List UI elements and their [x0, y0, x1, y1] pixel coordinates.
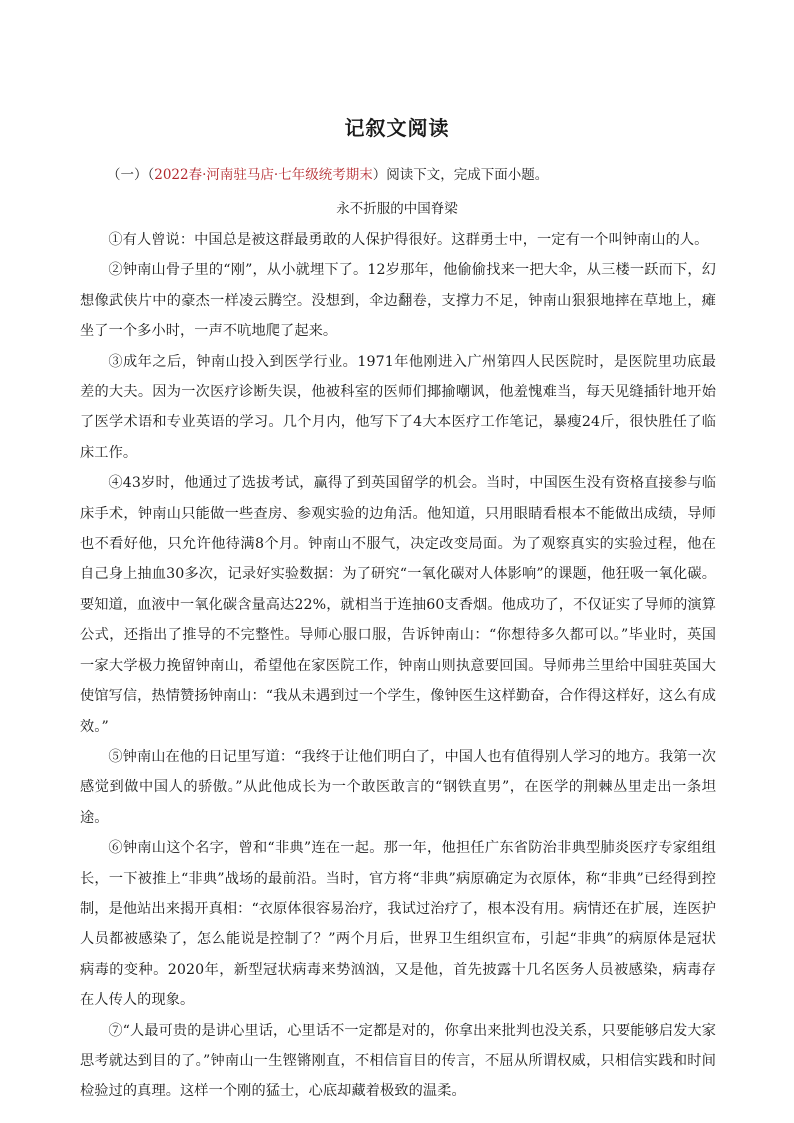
paragraph-6: ⑥钟南山这个名字，曾和“非典”连在一起。那一年，他担任广东省防治非典型肺炎医疗专家组组长，一下被推上“非典”战场的最前沿。当时，官方将“非典”病原确定为衣原体，称“非典”已经得到控制，是他站出来揭开真相：“衣原体很容易治疗，我试过治疗了，根本没有用。病情还在扩展，连医护人员都被感染了，怎么能说是控制了？”两个月后，世界卫生组织宣布，引起“非典”的病原体是冠状病毒的变种。2020年，新型冠状病毒来势汹汹，又是他，首先披露十几名医务人员被感染，病毒存在人传人的现象。	[80, 840, 717, 1009]
question-source: 2022春·河南驻马店·七年级统考期末	[154, 167, 373, 183]
question-instruction: 阅读下文，完成下面小题。	[386, 167, 549, 183]
passage-title: 永不折服的中国脊梁	[336, 201, 458, 217]
paragraph-7: ⑦“人最可贵的是讲心里话，心里话不一定都是对的，你拿出来批判也没关系，只要能够启发大家思考就达到目的了。”钟南山一生铿锵刚直，不相信盲目的传言，不屈从所谓权威，只相信实践和时间检验过的真理。这样一个刚的猛士，心底却藏着极致的温柔。	[80, 1022, 716, 1100]
question-header	[107, 163, 707, 183]
paragraph-2: ②钟南山骨子里的“刚”，从小就埋下了。12岁那年，他偷偷找来一把大伞，从三楼一跃而下，幻想像武侠片中的豪杰一样凌云腾空。没想到，伞边翻卷，支撑力不足，钟南山狠狠地摔在草地上，瘫坐了一个多小时，一声不吭地爬了起来。	[80, 262, 716, 340]
document-title: 记叙文阅读	[344, 116, 450, 140]
question-number: （一）	[107, 167, 148, 183]
source-close-paren: ）	[372, 167, 387, 183]
paragraph-3: ③成年之后，钟南山投入到医学行业。1971年他刚进入广州第四人民医院时，是医院里功底最差的大夫。因为一次医疗诊断失误，他被科室的医师们揶揄嘲讽，他羞愧难当，每天见缝插针地开始了医学术语和专业英语的学习。几个月内，他写下了4大本医疗工作笔记，暴瘦24斤，很快胜任了临床工作。	[80, 353, 716, 461]
passage-body	[80, 225, 716, 1107]
paragraph-5: ⑤钟南山在他的日记里写道：“我终于让他们明白了，中国人也有值得别人学习的地方。我第一次感觉到做中国人的骄傲。”从此他成长为一个敢医敢言的“钢铁直男”，在医学的荆棘丛里走出一条坦途。	[80, 748, 716, 826]
paragraph-4: ④43岁时，他通过了选拔考试，赢得了到英国留学的机会。当时，中国医生没有资格直接参与临床手术，钟南山只能做一些查房、参观实验的边角活。他知道，只用眼睛看根本不能做出成绩，导师也不看好他，只允许他待满8个月。钟南山不服气，决定改变局面。为了观察真实的实验过程，他在自己身上抽血30多次，记录好实验数据：为了研究“一氧化碳对人体影响”的课题，他狂吸一氧化碳。要知道，血液中一氧化碳含量高达22%，就相当于连抽60支香烟。他成功了，不仅证实了导师的演算公式，还指出了推导的不完整性。导师心服口服，告诉钟南山：“你想待多久都可以。”毕业时，英国一家大学极力挽留钟南山，希望他在家医院工作，钟南山则执意要回国。导师弗兰里给中国驻英国大使馆写信，热情赞扬钟南山：“我从未遇到过一个学生，像钟医生这样勤奋，合作得这样好，这么有成效。”	[80, 475, 717, 735]
source-open-paren: （	[147, 167, 155, 183]
paragraph-1: ①有人曾说：中国总是被这群最勇敢的人保护得很好。这群勇士中，一定有一个叫钟南山的人。	[108, 232, 709, 248]
